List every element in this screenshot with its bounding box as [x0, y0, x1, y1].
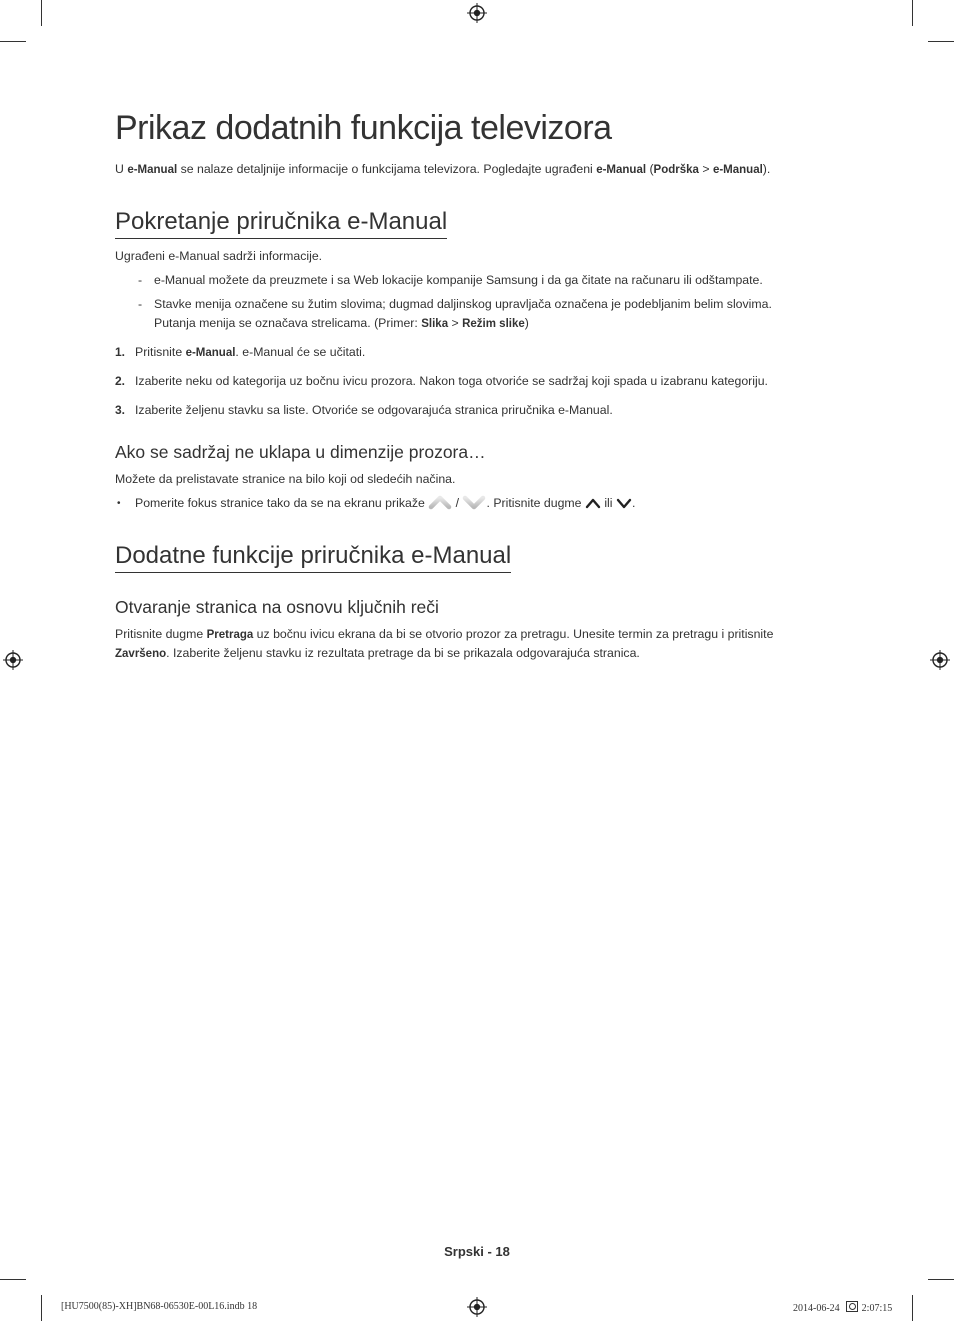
- step-number: 2.: [115, 374, 126, 388]
- scroll-down-button-icon: [462, 494, 486, 516]
- crop-mark-top-left-v: [41, 0, 42, 26]
- text-run: Pomerite fokus stranice tako da se na ekranu prikaže: [135, 496, 429, 510]
- text-run: uz bočnu ivicu ekrana da bi se otvorio prozor za pretragu. Unesite termin za pretragu i pritisnite: [253, 627, 774, 641]
- registration-mark-icon: [3, 650, 23, 670]
- subheading-otvaranje-stranica: Otvaranje stranica na osnovu ključnih reči: [115, 597, 439, 617]
- text-run: >: [448, 316, 463, 330]
- clock-glyph-icon: [846, 1301, 858, 1312]
- text-run: . Pritisnite dugme: [486, 496, 585, 510]
- dash-item-text: e-Manual možete da preuzmete i sa Web lokacije kompanije Samsung i da ga čitate na računaru ili odštampate.: [154, 273, 763, 287]
- step-text: Izaberite neku od kategorija uz bočnu ivicu prozora. Nakon toga otvoriće se sadržaj koji spada u izabranu kategoriju.: [135, 374, 768, 388]
- crop-mark-top-right-v: [912, 0, 913, 26]
- intro-paragraph: [115, 161, 770, 179]
- registration-mark-icon: [467, 1297, 487, 1317]
- dash-item-text: Stavke menija označene su žutim slovima; dugmad daljinskog upravljača označena je podebljanim belim slovima.: [154, 297, 772, 311]
- keyword-podrska: Podrška: [653, 164, 699, 176]
- registration-mark-icon: [467, 3, 487, 23]
- intro-text: (: [646, 162, 654, 176]
- step-number: 1.: [115, 345, 126, 359]
- keyword-zavrseno: Završeno: [115, 648, 167, 660]
- text-run: Pritisnite dugme: [115, 627, 207, 641]
- text-run: Pritisnite: [135, 345, 186, 359]
- text-run: ili: [600, 496, 616, 510]
- slug-date: 2014-06-24: [793, 1303, 840, 1314]
- search-paragraph-line: [115, 644, 640, 664]
- keyword-slika: Slika: [421, 318, 449, 330]
- text-run: ): [524, 316, 529, 330]
- intro-text: se nalaze detaljnije informacije o funkcijama televizora. Pogledajte ugrađeni: [177, 162, 597, 176]
- step-text: [135, 343, 365, 363]
- subsection-lead: Možete da prelistavate stranice na bilo koji od sledećih načina.: [115, 472, 456, 486]
- section-heading-pokretanje: Pokretanje priručnika e-Manual: [115, 207, 447, 239]
- subheading-ako-se-sadrzaj: Ako se sadržaj ne uklapa u dimenzije prozora…: [115, 442, 486, 462]
- dash-marker: -: [138, 273, 143, 287]
- step-number: 3.: [115, 403, 126, 417]
- chevron-up-icon: [585, 496, 601, 516]
- keyword-rezim-slike: Režim slike: [462, 318, 525, 330]
- text-run: /: [452, 496, 463, 510]
- intro-text: U: [115, 162, 128, 176]
- text-run: . e-Manual će se učitati.: [235, 345, 366, 359]
- page-number: Srpski - 18: [444, 1244, 510, 1259]
- scroll-up-button-icon: [428, 494, 452, 516]
- slug-time: 2:07:15: [861, 1303, 893, 1314]
- text-run: .: [631, 496, 636, 510]
- keyword-pretraga: Pretraga: [206, 629, 254, 641]
- crop-mark-top-left-h: [0, 41, 26, 42]
- dash-item-text: [154, 314, 529, 334]
- intro-text: ).: [762, 162, 771, 176]
- page-title: Prikaz dodatnih funkcija televizora: [115, 109, 612, 147]
- search-paragraph-line: [115, 625, 773, 645]
- registration-mark-icon: [930, 650, 950, 670]
- section-heading-dodatne-funkcije: Dodatne funkcije priručnika e-Manual: [115, 541, 511, 573]
- crop-mark-bottom-left-h: [0, 1279, 26, 1280]
- print-slug-file: [HU7500(85)-XH]BN68-06530E-00L16.indb 18: [61, 1301, 258, 1312]
- keyword-e-manual: e-Manual: [596, 164, 647, 176]
- dash-marker: -: [138, 297, 143, 311]
- keyword-e-manual: e-Manual: [185, 347, 236, 359]
- intro-text: >: [698, 162, 713, 176]
- keyword-e-manual: e-Manual: [127, 164, 178, 176]
- bullet-text: [135, 494, 635, 516]
- bullet-marker: •: [117, 498, 121, 509]
- text-run: Putanja menija se označava strelicama. (Primer:: [154, 316, 422, 330]
- text-run: . Izaberite željenu stavku iz rezultata pretrage da bi se prikazala odgovarajuća stranica.: [166, 646, 640, 660]
- crop-mark-top-right-h: [928, 41, 954, 42]
- print-slug-date: [793, 1301, 892, 1314]
- step-text: Izaberite željenu stavku sa liste. Otvoriće se odgovarajuća stranica priručnika e-Manual.: [135, 403, 613, 417]
- keyword-e-manual: e-Manual: [712, 164, 763, 176]
- section-lead: Ugrađeni e-Manual sadrži informacije.: [115, 249, 323, 263]
- crop-mark-bottom-right-v: [912, 1295, 913, 1321]
- chevron-down-icon: [616, 496, 632, 516]
- crop-mark-bottom-left-v: [41, 1295, 42, 1321]
- crop-mark-bottom-right-h: [928, 1279, 954, 1280]
